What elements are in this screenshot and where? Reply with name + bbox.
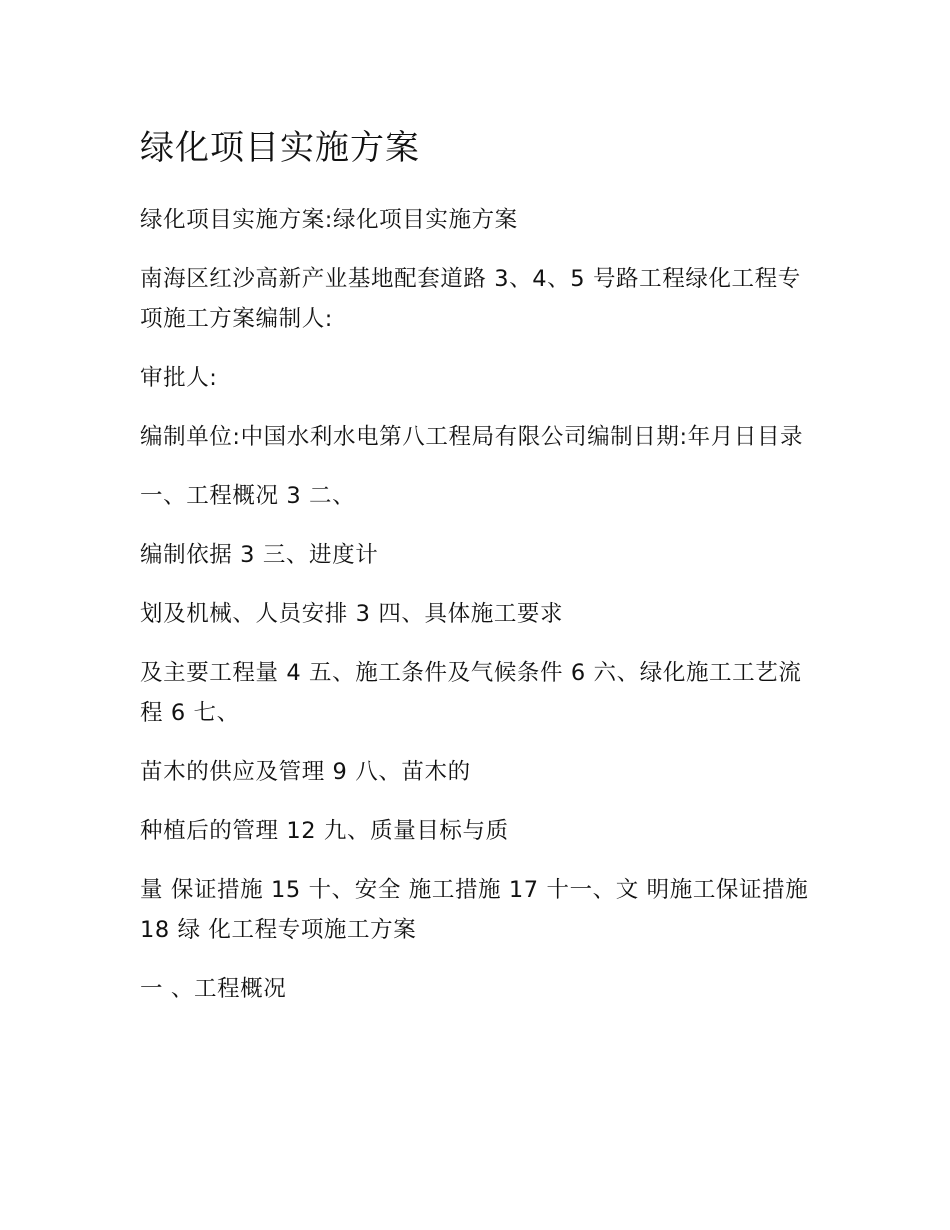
toc-entry: 编制依据 3 三、进度计	[140, 542, 379, 568]
paragraph-approver: 审批人:	[140, 365, 218, 391]
toc-entry: 量 保证措施 15 十、安全 施工措施 17 十一、文 明施工保证措施 18 绿 化工程专项施工方案	[140, 877, 817, 943]
paragraph-organization: 编制单位:中国水利水电第八工程局有限公司编制日期:年月日目录	[140, 424, 804, 450]
toc-entry: 划及机械、人员安排 3 四、具体施工要求	[140, 601, 564, 627]
paragraph-subtitle: 绿化项目实施方案:绿化项目实施方案	[140, 207, 518, 233]
toc-entry: 苗木的供应及管理 9 八、苗木的	[140, 759, 471, 785]
paragraph-project-name: 南海区红沙高新产业基地配套道路 3、4、5 号路工程绿化工程专项施工方案编制人:	[140, 266, 801, 332]
toc-entry: 种植后的管理 12 九、质量目标与质	[140, 818, 509, 844]
toc-entry: 及主要工程量 4 五、施工条件及气候条件 6 六、绿化施工工艺流程 6 七、	[140, 660, 802, 726]
document-body	[140, 118, 820, 1028]
document-title: 绿化项目实施方案	[140, 128, 420, 168]
toc-entry: 一、工程概况 3 二、	[140, 483, 356, 509]
section-heading: 一 、工程概况	[140, 976, 287, 1002]
